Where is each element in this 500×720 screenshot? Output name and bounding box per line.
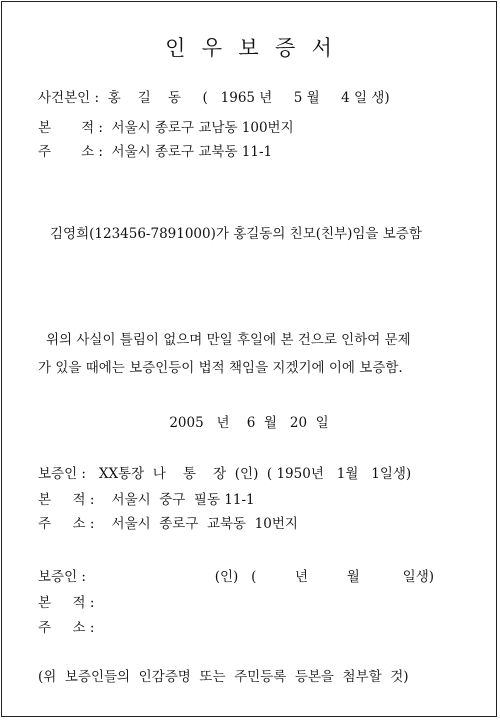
declaration-line-1: 위의 사실이 틀림이 없으며 만일 후일에 본 건으로 인하여 문제 [46, 332, 411, 348]
guarantor2-domicile-line: 본 적 : [38, 595, 95, 611]
guarantee-statement: 김영희(123456-7891000)가 홍길동의 친모(친부)임을 보증함 [50, 226, 422, 242]
guarantor2-name-line: 보증인 : (인) ( 년 월 일생) [38, 569, 435, 585]
document-date: 2005 년 6 월 20 일 [169, 415, 329, 431]
guarantor1-name-line: 보증인 : XX통장 나 통 장 (인) ( 1950년 1월 1일생) [38, 466, 412, 482]
guarantor2-address-line: 주 소 : [38, 620, 95, 636]
subject-address-line: 주 소 : 서울시 종로구 교북동 11-1 [38, 144, 273, 160]
declaration-line-2: 가 있을 때에는 보증인등이 법적 책임을 지겠기에 이에 보증함. [38, 360, 403, 376]
attachment-footnote: (위 보증인들의 인감증명 또는 주민등록 등본을 첨부할 것) [38, 669, 409, 685]
guarantor1-domicile-line: 본 적 : 서울시 중구 필동 11-1 [38, 492, 255, 508]
subject-domicile-line: 본 적 : 서울시 종로구 교남동 100번지 [38, 120, 294, 136]
document-title: 인 우 보 증 서 [165, 36, 333, 60]
subject-name-line: 사건본인 : 홍 길 동 ( 1965 년 5 월 4 일 생) [38, 90, 390, 106]
document-page [1, 1, 497, 717]
guarantor1-address-line: 주 소 : 서울시 종로구 교북동 10번지 [38, 516, 298, 532]
